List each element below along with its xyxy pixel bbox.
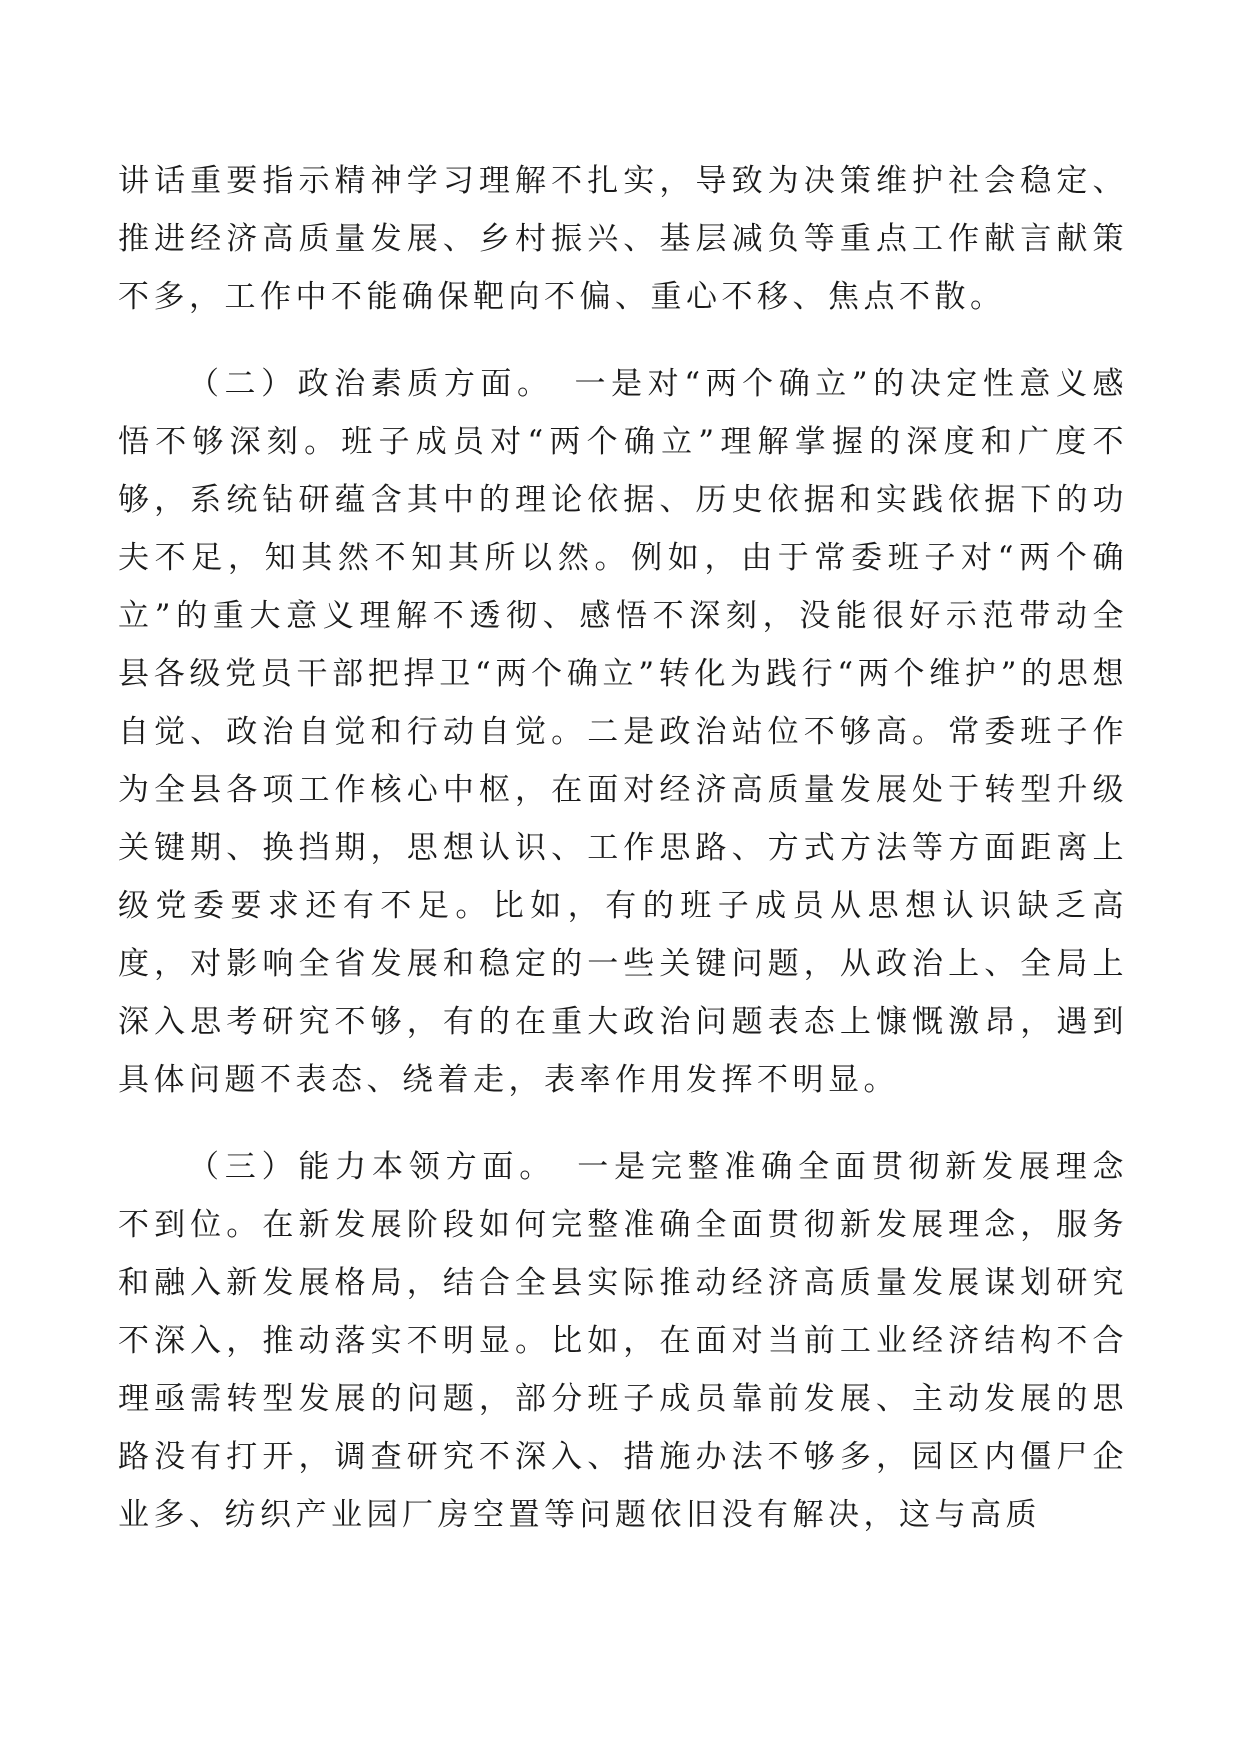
paragraph-continuation: 讲话重要指示精神学习理解不扎实，导致为决策维护社会稳定、推进经济高质量发展、乡村振兴、基层减负等重点工作献言献策不多，工作中不能确保靶向不偏、重心不移、焦点不散。 xyxy=(118,163,1128,315)
paragraph-capability: （三）能力本领方面。 一是完整准确全面贯彻新发展理念不到位。在新发展阶段如何完整准确全面贯彻新发展理念，服务和融入新发展格局，结合全县实际推动经济高质量发展谋划研究不深入，推动落实不明显。比如，在面对当前工业经济结构不合理亟需转型发展的问题，部分班子成员靠前发展、主动发展的思路没有打开，调查研究不深入、措施办法不够多，园区内僵尸企业多、纺织产业园厂房空置等问题依旧没有解决，这与高质 xyxy=(118,1149,1128,1533)
document-body xyxy=(118,152,1128,1544)
paragraph-political-quality: （二）政治素质方面。 一是对“两个确立”的决定性意义感悟不够深刻。班子成员对“两个确立”理解掌握的深度和广度不够，系统钻研蕴含其中的理论依据、历史依据和实践依据下的功夫不足，知其然不知其所以然。例如，由于常委班子对“两个确立”的重大意义理解不透彻、感悟不深刻，没能很好示范带动全县各级党员干部把捍卫“两个确立”转化为践行“两个维护”的思想自觉、政治自觉和行动自觉。二是政治站位不够高。常委班子作为全县各项工作核心中枢，在面对经济高质量发展处于转型升级关键期、换挡期，思想认识、工作思路、方式方法等方面距离上级党委要求还有不足。比如，有的班子成员从思想认识缺乏高度，对影响全省发展和稳定的一些关键问题，从政治上、全局上深入思考研究不够，有的在重大政治问题表态上慷慨激昂，遇到具体问题不表态、绕着走，表率作用发挥不明显。 xyxy=(118,366,1128,1098)
